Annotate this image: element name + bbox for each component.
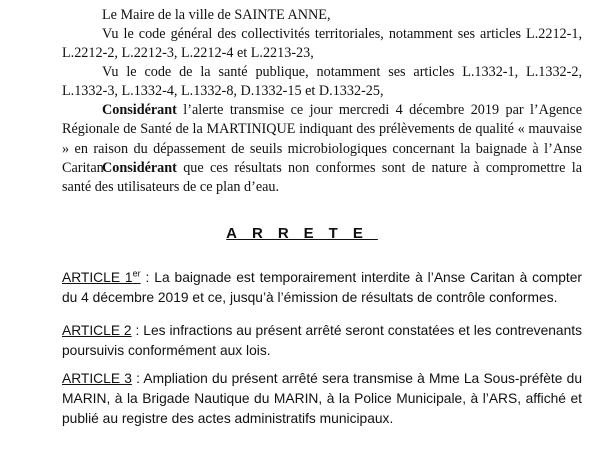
article-label: ARTICLE 3 — [62, 371, 132, 386]
considerant-text: que ces résultats non conformes sont de nature à compromettre la santé des utilisateurs de ce plan d’eau. — [62, 160, 582, 196]
article-3 — [62, 369, 582, 429]
article-1 — [62, 268, 582, 308]
article-label-superscript: er — [132, 268, 141, 279]
arrete-title-text: ARRETE — [226, 225, 378, 242]
visa-code-collectivites: Vu le code général des collectivités territoriales, notamment ses articles L.2212-1, L.2212-2, L.2212-3, L.2212-4 et L.2213-23, — [62, 26, 582, 62]
article-label: ARTICLE 2 — [62, 323, 132, 338]
article-label: ARTICLE 1er — [62, 268, 141, 285]
considerant-keyword: Considérant — [102, 160, 177, 176]
article-text: : La baignade est temporairement interdite à l’Anse Caritan à compter du 4 décembre 2019 et ce, jusqu’à l’émission de résultats de contrôle conformes. — [62, 270, 582, 305]
considerant-sante — [62, 159, 582, 198]
arrete-title — [0, 225, 604, 242]
article-text: : Ampliation du présent arrêté sera transmise à Mme La Sous-préfète du MARIN, à la Brigade Nautique du MARIN, à la Police Municipale, à l’ARS, affiché et publié au registre des actes administratifs municipaux. — [62, 371, 582, 426]
visa-code-sante: Vu le code de la santé publique, notamment ses articles L.1332-1, L.1332-2, L.1332-3, L.1332-4, L.1332-8, D.1332-15 et D.1332-25, — [62, 64, 582, 100]
considerant-text: l’alerte transmise ce jour mercredi 4 décembre 2019 par l’Agence Régionale de Santé de la MARTINIQUE indiquant des prélèvements de qualité « mauvaise » en raison du dépassement de seuils microbiologiques concernant la baignade à l’Anse Caritan — [62, 102, 582, 177]
considerant-keyword: Considérant — [102, 102, 177, 118]
article-text: : Les infractions au présent arrêté seront constatées et les contrevenants poursuivis conformément aux lois. — [62, 323, 583, 358]
mayor-line: Le Maire de la ville de SAINTE ANNE, — [102, 7, 331, 23]
article-2 — [62, 321, 582, 361]
